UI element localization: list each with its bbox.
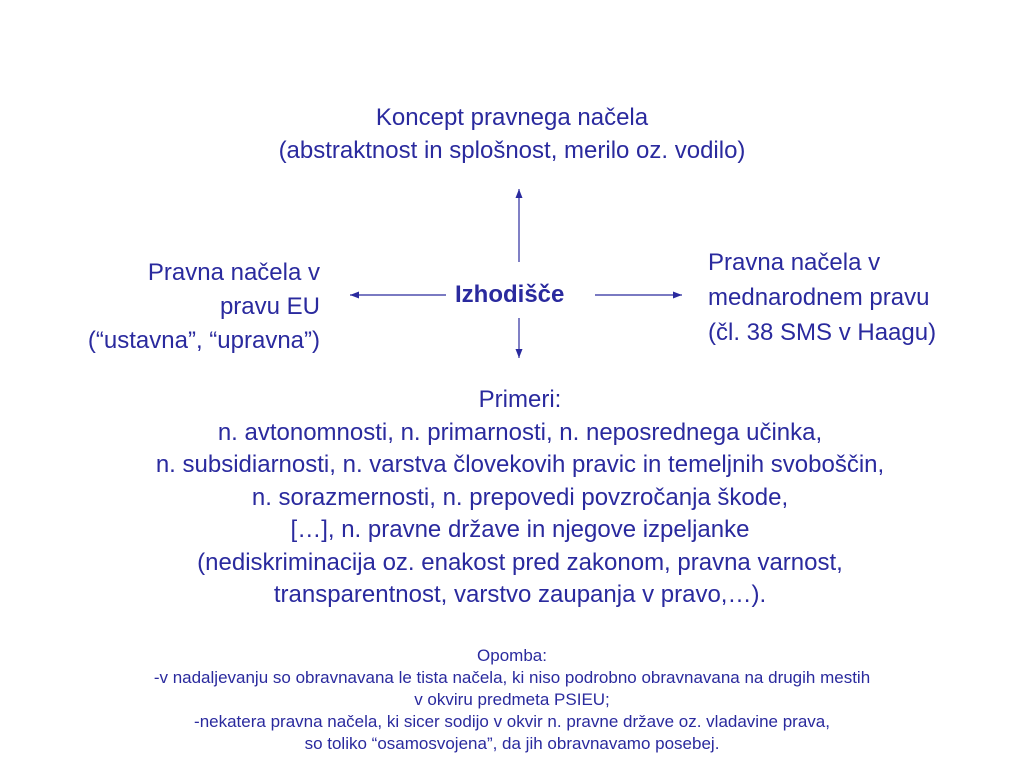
international-law-principles-box <box>708 245 936 350</box>
intl-law-line: mednarodnem pravu <box>708 284 930 311</box>
concept-subtitle: (abstraktnost in splošnost, merilo oz. vodilo) <box>278 137 746 164</box>
eu-law-line: pravu EU <box>219 293 320 320</box>
eu-law-principles-box <box>88 256 320 358</box>
note-heading: Opomba: <box>477 646 547 665</box>
intl-law-line: (čl. 38 SMS v Haagu) <box>708 319 937 346</box>
note-line: v okviru predmeta PSIEU; <box>414 690 610 709</box>
concept-box <box>0 101 1024 167</box>
eu-law-line: Pravna načela v <box>147 259 320 286</box>
note-line: so toliko “osamosvojena”, da jih obravnavamo posebej. <box>304 734 720 753</box>
examples-line: transparentnost, varstvo zaupanja v pravo,…). <box>273 581 767 608</box>
examples-box <box>0 384 1024 612</box>
note-line: -v nadaljevanju so obravnavana le tista načela, ki niso podrobno obravnavana na drugih mestih <box>153 668 871 687</box>
note-box <box>0 645 1024 755</box>
examples-line: n. avtonomnosti, n. primarnosti, n. neposrednega učinka, <box>217 418 823 446</box>
concept-title: Koncept pravnega načela <box>375 104 649 131</box>
examples-line: n. subsidiarnosti, n. varstva človekovih pravic in temeljnih svoboščin, <box>155 451 885 478</box>
eu-law-line: (“ustavna”, “upravna”) <box>87 327 320 354</box>
note-line: -nekatera pravna načela, ki sicer sodijo v okvir n. pravne države oz. vladavine prava, <box>194 712 830 731</box>
examples-line: n. sorazmernosti, n. prepovedi povzročanja škode, <box>251 483 789 511</box>
examples-heading: Primeri: <box>478 386 562 413</box>
starting-point-label: Izhodišče <box>455 281 565 308</box>
intl-law-line: Pravna načela v <box>708 249 881 276</box>
examples-line: (nediskriminacija oz. enakost pred zakonom, pravna varnost, <box>197 548 843 576</box>
examples-line: […], n. pravne države in njegove izpeljanke <box>290 516 750 543</box>
